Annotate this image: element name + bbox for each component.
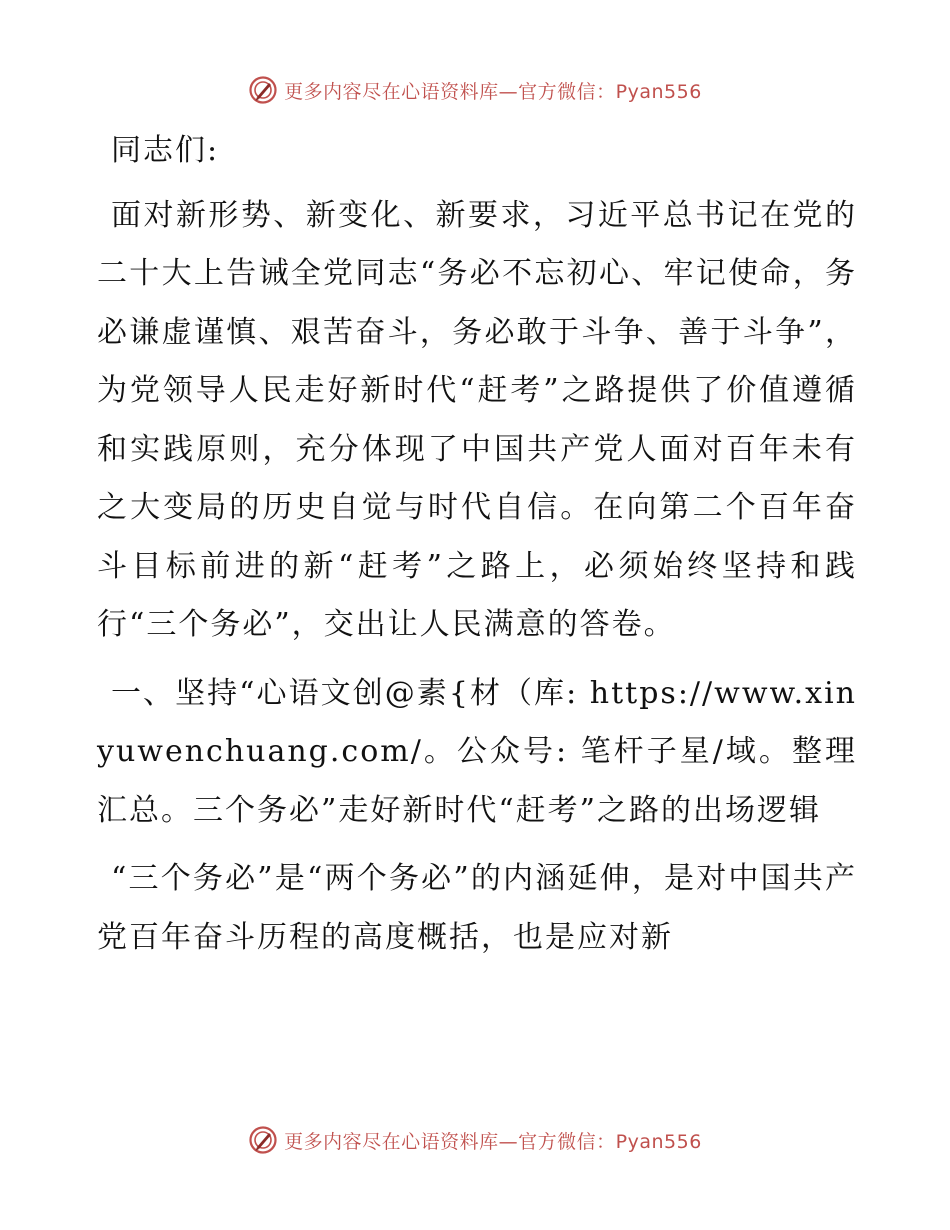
salutation: 同志们:	[111, 133, 220, 168]
footer-banner	[0, 1120, 950, 1160]
header-banner	[0, 70, 950, 110]
brand-logo-icon	[248, 1125, 278, 1155]
document-body	[97, 122, 857, 967]
header-banner-text: 更多内容尽在心语资料库—官方微信：Pyan556	[284, 80, 702, 103]
brand-logo-icon	[248, 75, 278, 105]
paragraph-section-1: “三个务必”是“两个务必”的内涵延伸，是对中国共产党百年奋斗历程的高度概括，也是应对新	[97, 861, 857, 955]
section-heading-1: 一、坚持“心语文创@素{材（库: https://www.xinyuwenchuang.com/。公众号: 笔杆子星/域。整理汇总。三个务必”走好新时代“赶考”之路的出场逻辑	[97, 675, 857, 828]
footer-banner-text: 更多内容尽在心语资料库—官方微信：Pyan556	[284, 1130, 702, 1153]
paragraph-intro: 面对新形势、新变化、新要求，习近平总书记在党的二十大上告诫全党同志“务必不忘初心、牢记使命，务必谦虚谨慎、艰苦奋斗，务必敢于斗争、善于斗争”，为党领导人民走好新时代“赶考”之路提供了价值遵循和实践原则，充分体现了中国共产党人面对百年未有之大变局的历史自觉与时代自信。在向第二个百年奋斗目标前进的新“赶考”之路上，必须始终坚持和践行“三个务必”，交出让人民满意的答卷。	[97, 197, 857, 642]
